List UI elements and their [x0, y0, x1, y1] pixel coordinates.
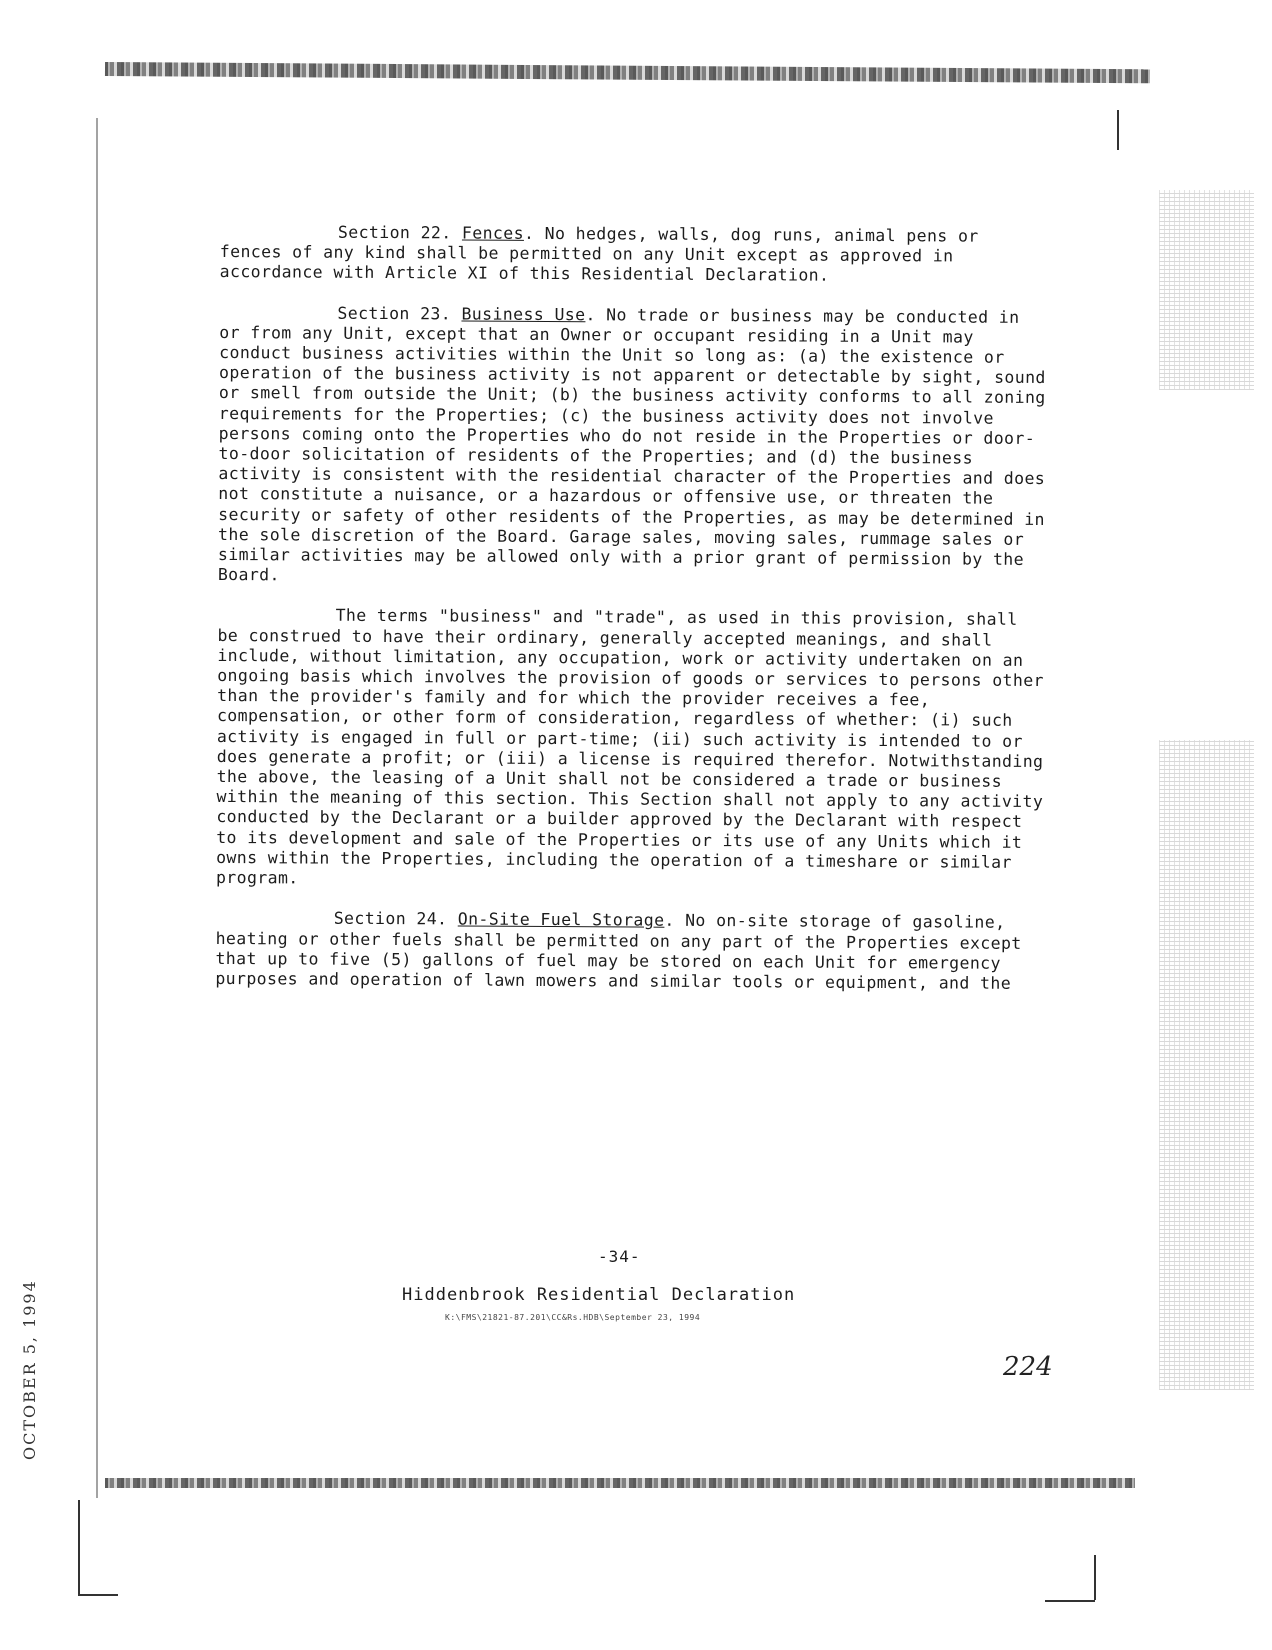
document-title: Hiddenbrook Residential Declaration	[402, 1285, 796, 1305]
right-border-tick	[1117, 110, 1119, 150]
bottom-right-corner-mark	[1094, 1555, 1096, 1600]
section-24-body: . No on-site storage of gasoline, heating or other fuels shall be permitted on any part of the Properties except that up to five (5) gallons of fuel may be stored on each Unit for emergency purposes and operation of lawn mowers and similar tools or equipment, and the	[215, 911, 1022, 993]
scan-artifact-bottom	[105, 1478, 1135, 1488]
section-24	[215, 908, 1045, 994]
scan-speckle-right-upper	[1159, 190, 1254, 390]
section-22	[220, 222, 1050, 288]
bottom-left-corner-mark	[78, 1500, 80, 1595]
file-path: K:\FMS\21821-87.201\CC&Rs.HDB\September 23, 1994	[445, 1313, 701, 1322]
section-24-prefix: Section 24.	[333, 909, 448, 929]
scan-speckle-right-lower	[1159, 740, 1254, 1390]
section-23	[218, 303, 1050, 591]
document-body	[215, 222, 1050, 1014]
page-number: -34-	[598, 1247, 641, 1266]
section-23-title: Business Use	[461, 304, 586, 324]
bottom-left-corner-foot	[78, 1594, 118, 1596]
section-22-title: Fences	[461, 223, 525, 243]
section-22-body: . No hedges, walls, dog runs, animal pens or fences of any kind shall be permitted on any Unit except as approved in accordance with Article XI of this Residential Declaration.	[219, 223, 979, 286]
bottom-right-corner-foot	[1045, 1600, 1095, 1602]
side-date-stamp: OCTOBER 5, 1994	[20, 1279, 39, 1460]
recording-number-stamp: 224	[1003, 1352, 1053, 1382]
section-23-prefix: Section 23.	[337, 303, 452, 324]
scan-artifact-top	[105, 62, 1150, 83]
left-border-line	[96, 118, 98, 1498]
section-23-definitions-body: The terms "business" and "trade", as used in this provision, shall be construed to have their ordinary, generally accepted meanings, and shall include, without limitation, any occupation, work or activity undertaken on an ongoing basis which involves the provision of goods or services to persons other than the provider's family and for which the provider receives a fee, compensation, or other form of consideration, regardless of whether: (i) such activity is engaged in full or part-time; (ii) such activity is intended to or does generate a profit; or (iii) a license is required therefor. Notwithstanding the above, the leasing of a Unit shall not be considered a trade or business within the meaning of this section. This Section shall not apply to any activity conducted by the Declarant or a builder approved by the Declarant with respect to its development and sale of the Properties or its use of any Units which it owns within the Properties, including the operation of a timeshare or similar program.	[215, 606, 1044, 888]
section-24-title: On-Site Fuel Storage	[457, 909, 665, 931]
section-22-prefix: Section 22.	[337, 222, 452, 243]
section-23-body: . No trade or business may be conducted in or from any Unit, except that an Owner or occupant residing in a Unit may conduct business activities within the Unit so long as: (a) the existence or operation of the business activity is not apparent or detectable by sight, sound or smell from outside the Unit; (b) the business activity conforms to all zoning requirements for the Properties; (c) the business activity does not involve persons coming onto the Properties who do not reside in the Properties or door-to-door solicitation of residents of the Properties; and (d) the business activity is consistent with the residential character of the Properties and does not constitute a nuisance, or a hazardous or offensive use, or threaten the security or safety of other residents of the Properties, as may be determined in the sole discretion of the Board. Garage sales, moving sales, rummage sales or similar activities may be allowed only with a prior grant of permission by the Board.	[217, 304, 1046, 585]
section-23-definitions	[216, 605, 1048, 893]
